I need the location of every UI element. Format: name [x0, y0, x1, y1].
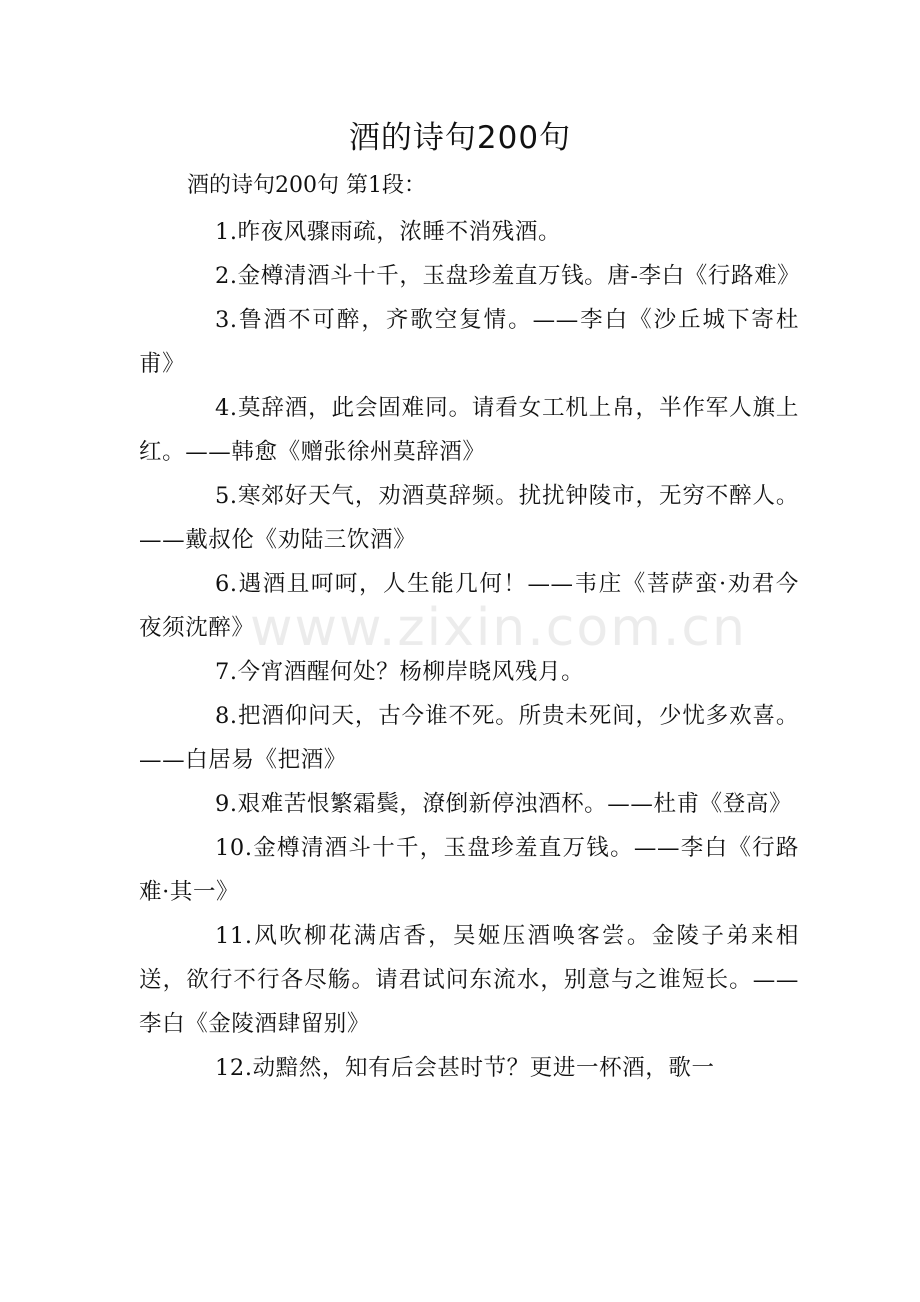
poem-line: 7.今宵酒醒何处？杨柳岸晓风残月。: [215, 659, 585, 685]
poem-line: 4.莫辞酒，此会固难同。请看女工机上帛，半作军人旗上红。——韩愈《赠张徐州莫辞酒》: [139, 395, 799, 465]
poem-list: [139, 210, 799, 1090]
poem-line: 3.鲁酒不可醉，齐歌空复情。——李白《沙丘城下寄杜甫》: [139, 307, 799, 377]
poem-line: 9.艰难苦恨繁霜鬓，潦倒新停浊酒杯。——杜甫《登高》: [215, 791, 793, 817]
section-heading: 酒的诗句200句 第1段：: [187, 173, 426, 198]
poem-line: 8.把酒仰问天，古今谁不死。所贵未死间，少忧多欢喜。——白居易《把酒》: [139, 703, 799, 773]
poem-line: 12.动黯然，知有后会甚时节？更进一杯酒，歌一: [215, 1055, 715, 1081]
poem-line: 1.昨夜风骤雨疏，浓睡不消残酒。: [215, 219, 562, 245]
poem-line: 5.寒郊好天气，劝酒莫辞频。扰扰钟陵市，无穷不醉人。——戴叔伦《劝陆三饮酒》: [139, 483, 799, 553]
poem-line: 10.金樽清酒斗十千，玉盘珍羞直万钱。——李白《行路难·其一》: [139, 835, 799, 905]
poem-line: 2.金樽清酒斗十千，玉盘珍羞直万钱。唐-李白《行路难》: [215, 263, 801, 289]
poem-line: 11.风吹柳花满店香，吴姬压酒唤客尝。金陵子弟来相送，欲行不行各尽觞。请君试问东流水，别意与之谁短长。——李白《金陵酒肆留别》: [139, 923, 799, 1037]
watermark: www.zixin.com.cn: [250, 598, 747, 658]
page-title: 酒的诗句200句: [348, 120, 572, 156]
poem-line: 6.遇酒且呵呵，人生能几何！——韦庄《菩萨蛮·劝君今夜须沈醉》: [139, 571, 799, 641]
